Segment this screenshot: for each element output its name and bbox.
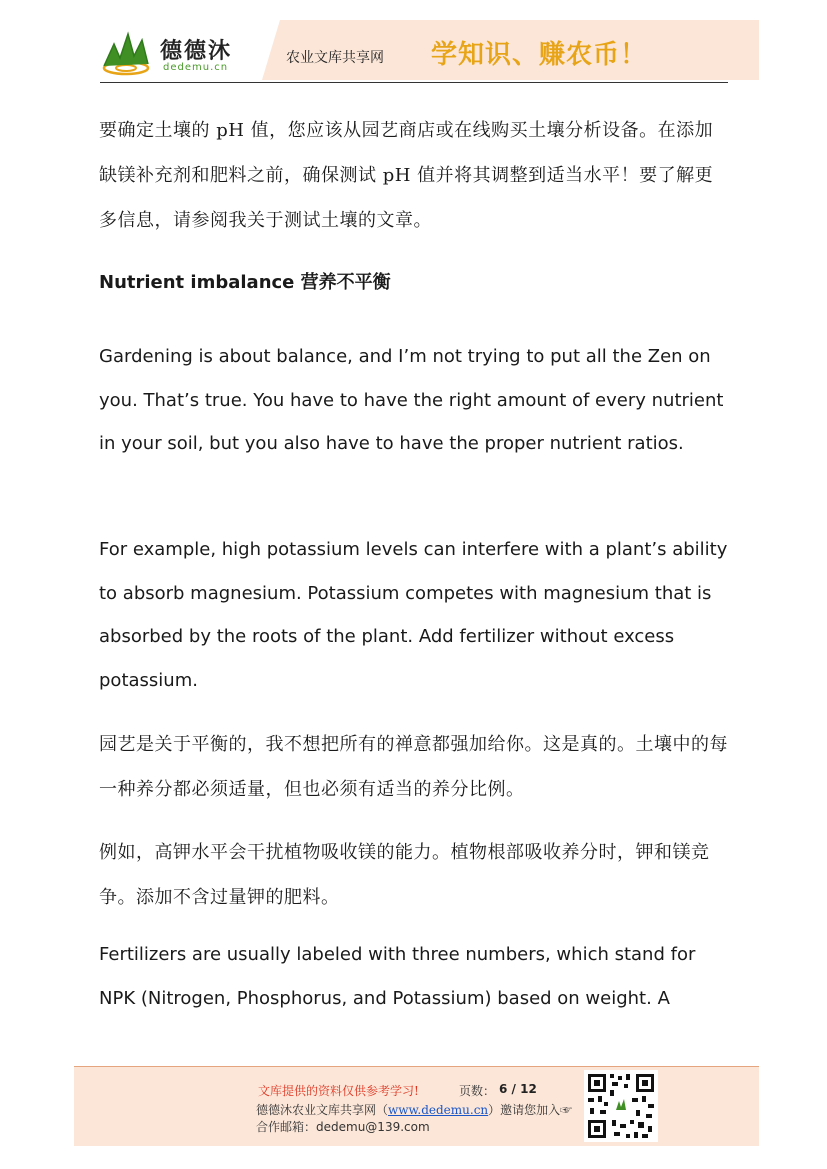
page-count-label: 页数： (459, 1084, 496, 1098)
footer-disclaimer: 文库提供的资料仅供参考学习! (258, 1084, 419, 1098)
slogan: 学知识、赚农币！ (431, 40, 648, 70)
brand-name: 德德沐 (160, 38, 233, 64)
page-footer (74, 1066, 759, 1146)
site-link[interactable]: www.dedemu.cn (388, 1103, 489, 1117)
paragraph-balance-en: Gardening is about balance, and I’m not trying to put all the Zen on you. That’s true. You have to have the right amount of every nutrient in your soil, but you also have to have the proper nutrient ratios. (99, 346, 724, 454)
email-address: dedemu@139.com (316, 1120, 430, 1134)
footer-invite (256, 1101, 572, 1118)
site-name: 农业文库共享网 (286, 50, 384, 66)
footer-email (256, 1118, 430, 1135)
paragraph-potassium-en: For example, high potassium levels can interfere with a plant’s ability to absorb magnesium. Potassium competes with magnesium that is absorbed by the roots of the plant. Add fertilizer without excess potassium. (99, 539, 728, 691)
sprout-logo-icon (100, 30, 160, 76)
paragraph-npk-en: Fertilizers are usually labeled with three numbers, which stand for NPK (Nitrogen, Phosphorus, and Potassium) based on weight. A (99, 944, 696, 1009)
email-label: 合作邮箱： (256, 1120, 317, 1134)
heading-chinese: 营养不平衡 (300, 272, 391, 293)
footer-divider (74, 1066, 759, 1067)
paragraph-ph-test: 要确定土壤的 pH 值，您应该从园艺商店或在线购买土壤分析设备。在添加缺镁补充剂和肥料之前，确保测试 pH 值并将其调整到适当水平！要了解更多信息，请参阅我关于测试土壤的文章。 (99, 120, 714, 231)
paragraph-balance-zh: 园艺是关于平衡的，我不想把所有的禅意都强加给你。这是真的。土壤中的每一种养分都必须适量，但也必须有适当的养分比例。 (99, 734, 728, 800)
page-current: 6 (499, 1082, 508, 1096)
invite-suffix: ）邀请您加入☞ (488, 1103, 573, 1117)
section-heading (99, 268, 391, 294)
page-count (499, 1082, 537, 1096)
invite-prefix: 德德沐农业文库共享网（ (256, 1103, 389, 1117)
brand-domain: dedemu.cn (163, 62, 229, 73)
paragraph-potassium-zh: 例如，高钾水平会干扰植物吸收镁的能力。植物根部吸收养分时，钾和镁竞争。添加不含过量钾的肥料。 (99, 842, 710, 908)
header-divider (100, 82, 728, 83)
page-total: 12 (520, 1082, 537, 1096)
qr-code-icon (584, 1070, 658, 1142)
heading-english: Nutrient imbalance (99, 272, 301, 293)
page-header (0, 0, 827, 90)
page-separator: / (507, 1082, 521, 1096)
